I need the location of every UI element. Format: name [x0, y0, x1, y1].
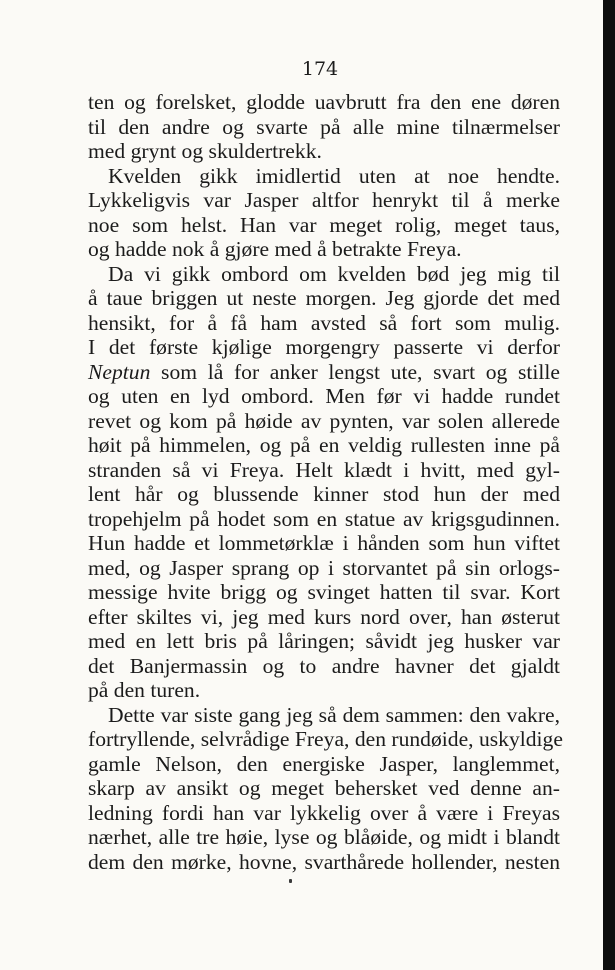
text-line: med, og Jasper sprang op i storvantet på sin orlogs- — [88, 555, 560, 580]
text-line: på den turen. — [88, 678, 201, 702]
text-line: Dette var siste gang jeg så dem sammen: den vakre, — [108, 702, 560, 727]
text-line: til den andre og svarte på alle mine tilnærmelser — [88, 114, 560, 139]
text-line: med en lett bris på låringen; såvidt jeg husker var — [88, 629, 560, 653]
text-line: efter skiltes vi, jeg med kurs nord over, han østerut — [88, 604, 560, 629]
text-line: dem den mørke, hovne, svarthårede hollender, nesten — [88, 849, 560, 874]
text-line: stranden så vi Freya. Helt klædt i hvitt, med gyl- — [88, 457, 560, 482]
ship-name: Neptun — [88, 359, 151, 384]
text-line: det Banjermassin og to andre havner det gjaldt — [88, 653, 560, 678]
body-text — [88, 90, 563, 874]
text-line: lent hår og blussende kinner stod hun der med — [88, 482, 560, 506]
text-line: messige hvite brigg og svinget hatten til svar. Kort — [88, 580, 560, 604]
paper-speck — [289, 879, 292, 883]
text-line: ten og forelsket, glodde uavbrutt fra den ene døren — [88, 90, 560, 114]
text-line — [88, 360, 560, 385]
text-line: med grynt og skuldertrekk. — [88, 139, 322, 163]
page-edge-shadow — [603, 0, 615, 970]
text-line: fortryllende, selvrådige Freya, den rundøide, uskyldige — [88, 727, 563, 751]
text-line: høit på himmelen, og på en veldig rullesten inne på — [88, 433, 560, 457]
text-line: skarp av ansikt og meget behersket ved denne an- — [88, 776, 560, 800]
text-line: hensikt, for å få ham avsted så fort som mulig. — [88, 310, 560, 335]
text-line: noe som helst. Han var meget rolig, meget taus, — [88, 212, 560, 237]
text-line: ledning fordi han var lykkelig over å være i Freyas — [88, 800, 560, 825]
text-line: Da vi gikk ombord om kvelden bød jeg mig til — [108, 261, 560, 286]
text-line: tropehjelm på hodet som en statue av krigsgudinnen. — [88, 506, 560, 531]
text-line: revet og kom på høide av pynten, var solen allerede — [88, 408, 560, 433]
text-line: Lykkeligvis var Jasper altfor henrykt til å merke — [88, 188, 560, 212]
text-line: å taue briggen ut neste morgen. Jeg gjorde det med — [88, 286, 560, 310]
text-line-content: som lå for anker lengst ute, svart og stille — [150, 359, 560, 384]
text-line: I det første kjølige morgengry passerte vi derfor — [88, 335, 560, 359]
text-line: nærhet, alle tre høie, lyse og blåøide, og midt i blandt — [88, 825, 560, 849]
text-line: og uten en lyd ombord. Men før vi hadde rundet — [88, 384, 560, 408]
page-number: 174 — [301, 58, 339, 80]
text-line: Kvelden gikk imidlertid uten at noe hendte. — [108, 163, 560, 188]
text-line: gamle Nelson, den energiske Jasper, langlemmet, — [88, 751, 560, 776]
text-line: og hadde nok å gjøre med å betrakte Freya. — [88, 237, 462, 261]
text-line: Hun hadde et lommetørklæ i hånden som hun viftet — [88, 531, 560, 555]
